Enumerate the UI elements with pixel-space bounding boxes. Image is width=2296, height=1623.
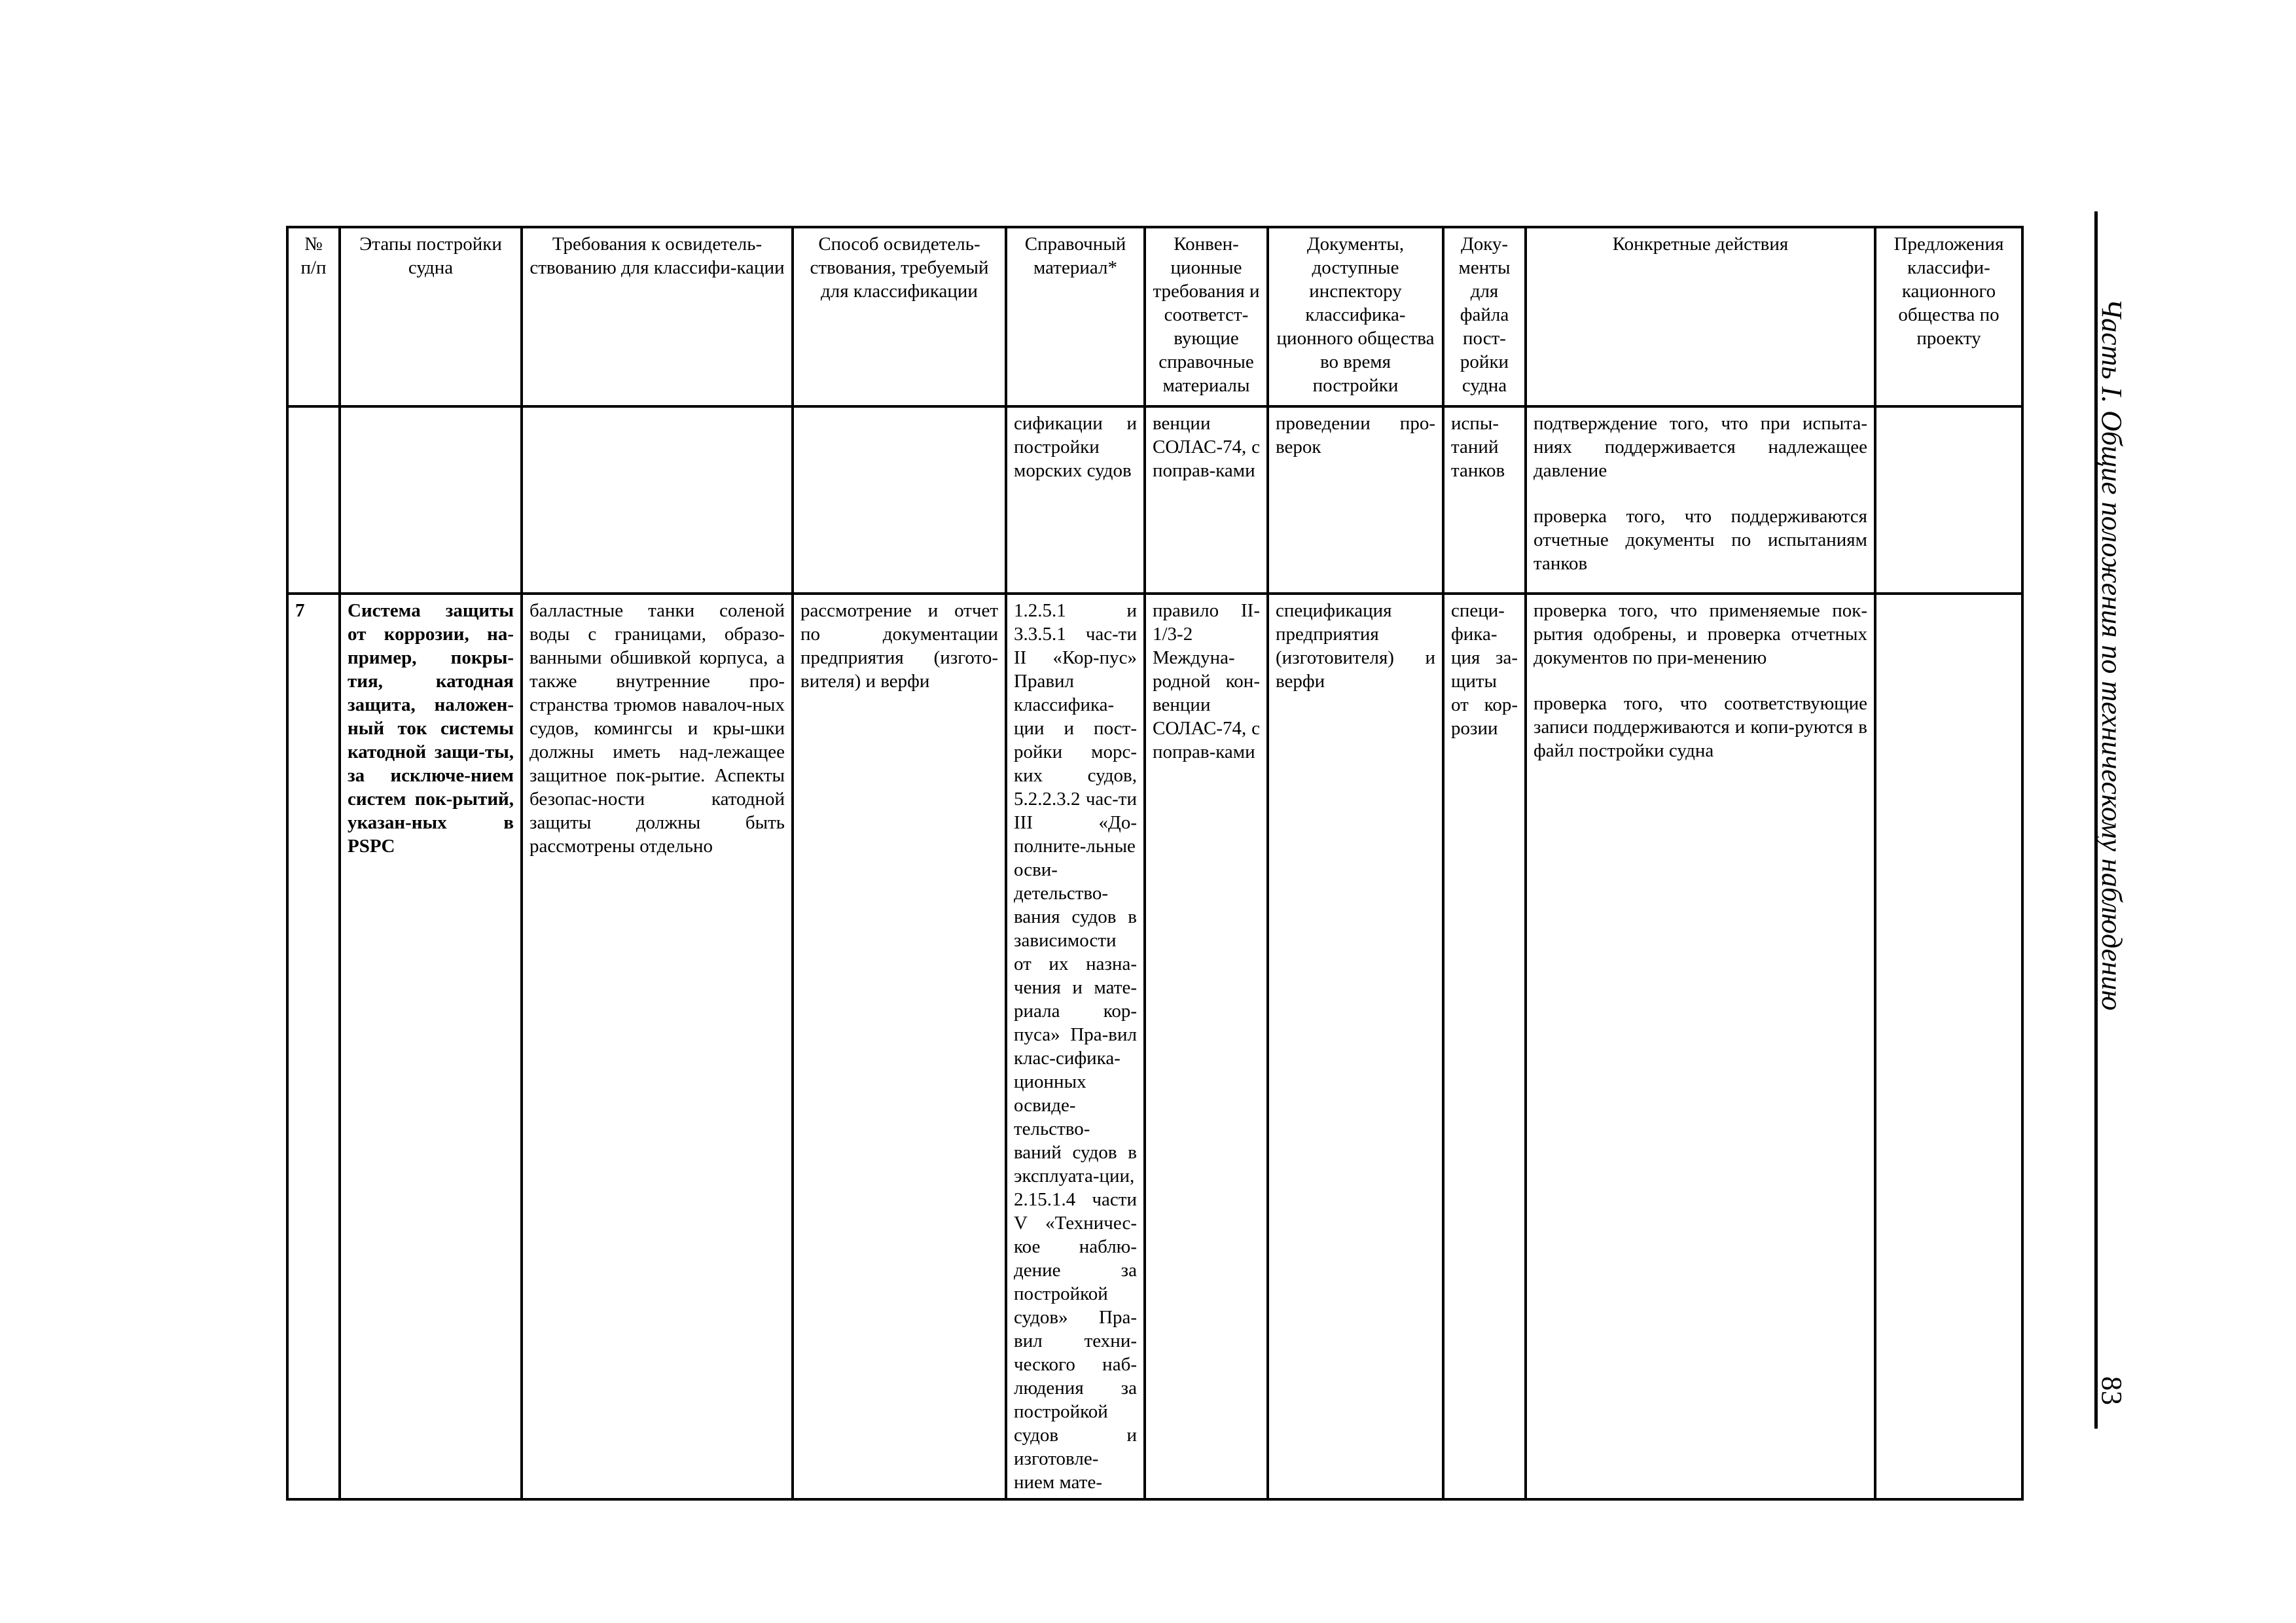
- cell-stage: Система защиты от коррозии, на-пример, покры-тия, катодная защита, наложен-ный ток системы катодной защи-ты, за исключе-нием систем пок-рытий, указан-ных в PSPC: [340, 594, 522, 1499]
- survey-requirements-table: [286, 226, 2024, 1501]
- header-documents-file: Доку-менты для файла пост-ройки судна: [1443, 227, 1526, 406]
- cell-actions: [1526, 594, 1875, 1499]
- header-documents-inspector: Документы, доступные инспектору классифика-ционного общества во время постройки: [1268, 227, 1443, 406]
- cell-reference: 1.2.5.1 и 3.3.5.1 час-ти II «Кор-пус» Правил классифика-ции и пост-ройки морс-ких судов, 5.2.2.3.2 час-ти III «До-полните-льные осви-детельство-вания судов в зависимости от их назна-чения и мате-риала кор-пуса» Пра-вил клас-сифика-ционных освиде-тельство-ваний судов в эксплуата-ции, 2.15.1.4 части V «Техничес-кое наблю-дение за постройкой судов» Пра-вил техни-ческого наб-людения за постройкой судов и изготовле-нием мате-: [1006, 594, 1145, 1499]
- table-row-7: [287, 594, 2022, 1499]
- header-method: Способ освидетель-ствования, требуемый для классификации: [793, 227, 1006, 406]
- cell-number: 7: [287, 594, 340, 1499]
- cell-reference: сификации и постройки морских судов: [1006, 406, 1145, 594]
- cell-number: [287, 406, 340, 594]
- table-header-row: [287, 227, 2022, 406]
- header-actions: Конкретные действия: [1526, 227, 1875, 406]
- action-paragraph: проверка того, что применяемые пок-рытия одобрены, и проверка отчетных документов по при-менению: [1534, 600, 1867, 668]
- cell-requirements: [522, 406, 793, 594]
- cell-method: [793, 406, 1006, 594]
- action-paragraph: проверка того, что поддерживаются отчетные документы по испытаниям танков: [1534, 506, 1867, 574]
- action-paragraph: проверка того, что соответствующие записи поддерживаются и копи-руются в файл постройки судна: [1534, 693, 1867, 761]
- cell-documents-inspector: проведении про-верок: [1268, 406, 1443, 594]
- header-reference: Справочный материал*: [1006, 227, 1145, 406]
- header-stage: Этапы постройки судна: [340, 227, 522, 406]
- action-paragraph: подтверждение того, что при испыта-ниях поддерживается надлежащее давление: [1534, 413, 1867, 481]
- cell-requirements: балластные танки соленой воды с границами, образо-ванными обшивкой корпуса, а также внутренние про-странства трюмов навалоч-ных судов, комингсы и кры-шки должны иметь над-лежащее защитное пок-рытие. Аспекты безопас-ности катодной защиты должны быть рассмотрены отдельно: [522, 594, 793, 1499]
- header-number: № п/п: [287, 227, 340, 406]
- cell-documents-file: специ-фика-ция за-щиты от кор-розии: [1443, 594, 1526, 1499]
- running-header-title: Часть I. Общие положения по техническому наблюдению: [2096, 298, 2128, 1011]
- cell-convention: правило II-1/3-2 Междуна-родной кон-венции СОЛАС-74, с поправ-ками: [1145, 594, 1268, 1499]
- cell-convention: венции СОЛАС-74, с поправ-ками: [1145, 406, 1268, 594]
- cell-actions: [1526, 406, 1875, 594]
- cell-stage: [340, 406, 522, 594]
- cell-method: рассмотрение и отчет по документации предприятия (изгото-вителя) и верфи: [793, 594, 1006, 1499]
- cell-documents-file: испы-таний танков: [1443, 406, 1526, 594]
- cell-documents-inspector: спецификация предприятия (изготовителя) и верфи: [1268, 594, 1443, 1499]
- cell-proposals: [1875, 594, 2022, 1499]
- header-convention: Конвен-ционные требования и соответст-вующие справочные материалы: [1145, 227, 1268, 406]
- header-requirements: Требования к освидетель-ствованию для классифи-кации: [522, 227, 793, 406]
- cell-proposals: [1875, 406, 2022, 594]
- header-proposals: Предложения классифи-кационного общества по проекту: [1875, 227, 2022, 406]
- page-number: 83: [2096, 1376, 2128, 1405]
- table-row-continuation: [287, 406, 2022, 594]
